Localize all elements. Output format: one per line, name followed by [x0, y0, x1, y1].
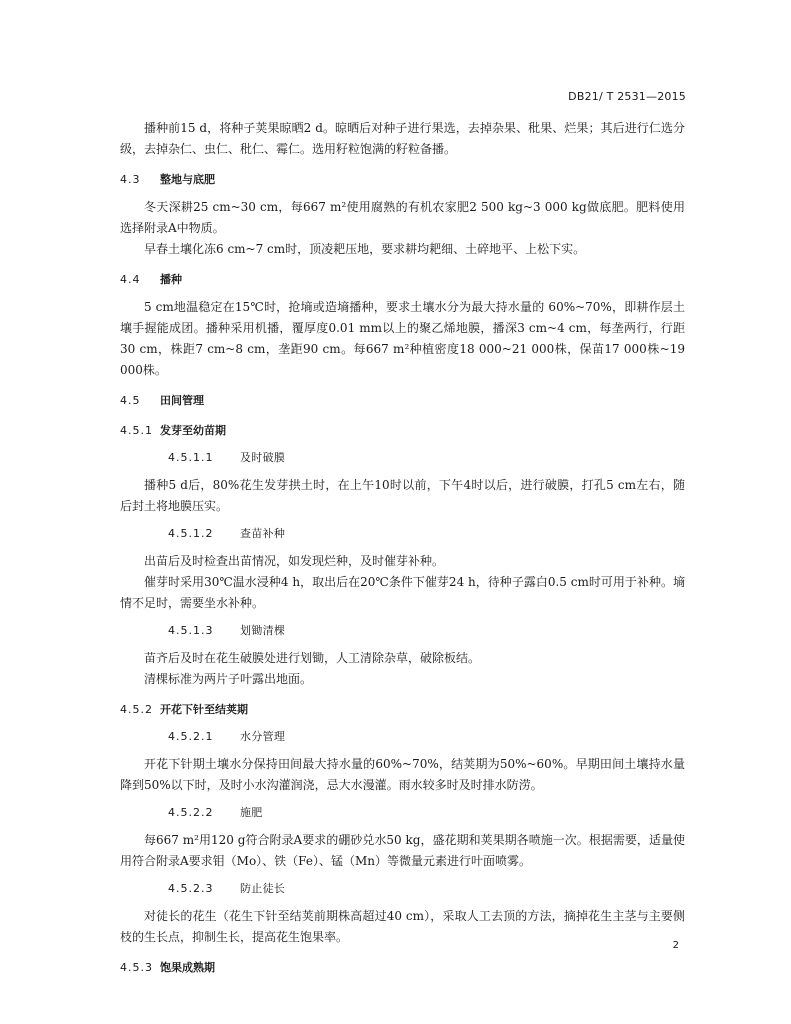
heading-title: 施肥 [240, 806, 263, 819]
subsection-heading [168, 448, 685, 468]
heading-title: 开花下针至结荚期 [160, 703, 248, 716]
heading-number: 4.5 [120, 394, 141, 407]
heading-title: 发芽至幼苗期 [160, 424, 226, 437]
paragraph: 开花下针期土壤水分保持田间最大持水量的60%~70%，结荚期为50%~60%。早期田间土壤持水量降到50%以下时，及时小水沟灌润浇，忌大水漫灌。雨水较多时及时排水防涝。 [120, 757, 685, 792]
heading-title: 划锄清棵 [240, 624, 286, 637]
heading-title: 田间管理 [160, 394, 204, 407]
subsection-heading [168, 803, 685, 823]
paragraph: 播种5 d后，80%花生发芽拱土时，在上午10时以前，下午4时以后，进行破膜，打孔5 cm左右，随后封土将地膜压实。 [120, 478, 685, 513]
paragraph: 出苗后及时检查出苗情况，如发现烂种，及时催芽补种。 [144, 554, 445, 568]
heading-number: 4.5.1.1 [168, 451, 214, 464]
page-number: 2 [672, 940, 679, 951]
subsection-heading [168, 621, 685, 641]
heading-number: 4.5.2.1 [168, 730, 214, 743]
paragraph: 5 cm地温稳定在15℃时，抢墒或造墒播种，要求土壤水分为最大持水量的 60%~70%，即耕作层土壤手握能成团。播种采用机播，覆厚度0.01 mm以上的聚乙烯地膜，播深3 cm~4 cm，每垄两行，行距30 cm，株距7 cm~8 cm，垄距90 cm。每667 m²种植密度18 000~21 000株，保苗17 000株~19 000株。 [120, 300, 685, 377]
heading-title: 整地与底肥 [160, 173, 215, 186]
section-heading [120, 421, 685, 441]
paragraph: 对徒长的花生（花生下针至结荚前期株高超过40 cm），采取人工去顶的方法，摘掉花生主茎与主要侧枝的生长点，抑制生长，提高花生饱果率。 [120, 909, 685, 944]
heading-number: 4.5.1.2 [168, 527, 214, 540]
heading-number: 4.5.3 [120, 961, 153, 974]
document-code-header: DB21/ T 2531—2015 [568, 90, 686, 103]
heading-title: 防止徒长 [240, 882, 286, 895]
heading-number: 4.5.2.2 [168, 806, 214, 819]
paragraph: 苗齐后及时在花生破膜处进行划锄，人工清除杂草，破除板结。 [144, 651, 481, 665]
paragraph: 清棵标准为两片子叶露出地面。 [144, 672, 313, 686]
section-heading [120, 958, 685, 978]
heading-title: 查苗补种 [240, 527, 286, 540]
section-heading [120, 170, 685, 190]
paragraph: 催芽时采用30℃温水浸种4 h，取出后在20℃条件下催芽24 h，待种子露白0.5 cm时可用于补种。墒情不足时，需要坐水补种。 [120, 575, 685, 610]
heading-number: 4.3 [120, 173, 141, 186]
paragraph: 冬天深耕25 cm~30 cm，每667 m²使用腐熟的有机农家肥2 500 kg~3 000 kg做底肥。肥料使用选择附录A中物质。 [120, 200, 685, 235]
heading-title: 及时破膜 [240, 451, 286, 464]
heading-number: 4.5.1.3 [168, 624, 214, 637]
heading-number: 4.5.1 [120, 424, 153, 437]
section-heading [120, 700, 685, 720]
section-heading [120, 391, 685, 411]
heading-title: 饱果成熟期 [160, 961, 215, 974]
subsection-heading [168, 727, 685, 747]
section-heading [120, 270, 685, 290]
document-body [120, 118, 685, 978]
heading-number: 4.4 [120, 273, 141, 286]
heading-title: 水分管理 [240, 730, 286, 743]
paragraph: 播种前15 d，将种子荚果晾晒2 d。晾晒后对种子进行果选，去掉杂果、秕果、烂果；其后进行仁选分级，去掉杂仁、虫仁、秕仁、霉仁。选用籽粒饱满的籽粒备播。 [120, 121, 685, 156]
heading-number: 4.5.2 [120, 703, 153, 716]
subsection-heading [168, 524, 685, 544]
paragraph: 每667 m²用120 g符合附录A要求的硼砂兑水50 kg，盛花期和荚果期各喷施一次。根据需要，适量使用符合附录A要求钼（Mo）、铁（Fe）、锰（Mn）等微量元素进行叶面喷雾。 [120, 833, 685, 868]
heading-title: 播种 [160, 273, 182, 286]
subsection-heading [168, 879, 685, 899]
heading-number: 4.5.2.3 [168, 882, 214, 895]
paragraph: 早春土壤化冻6 cm~7 cm时，顶凌耙压地，要求耕均耙细、土碎地平、上松下实。 [144, 242, 586, 256]
